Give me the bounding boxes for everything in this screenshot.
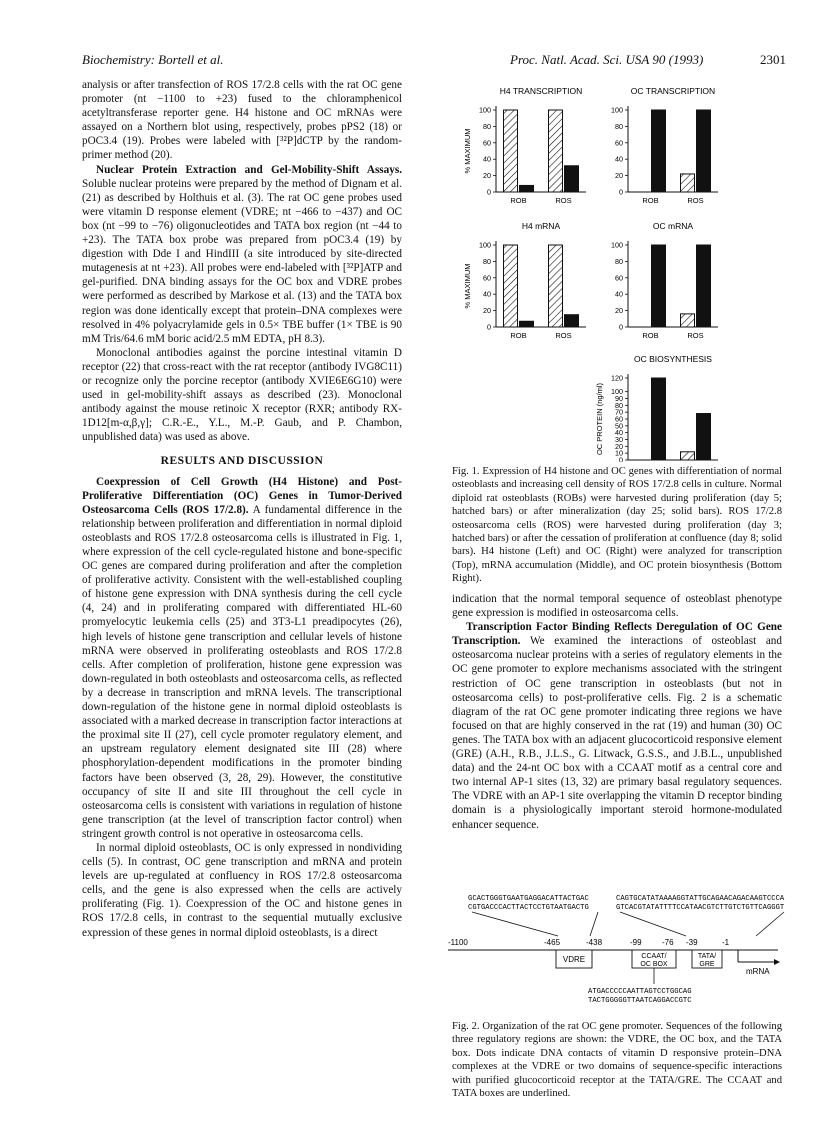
bar [504,245,518,327]
figure-1-caption-text: Expression of H4 histone and OC genes with differentiation of normal osteoblasts and increasing cell density of ROS 17/2.8 cells in culture. Normal diploid rat osteoblasts (ROBs) were harvested during proliferation (day 5; hatched bars) or after mineralization (day 25; solid bars). ROS 17/2.8 osteosarcoma cells (ROS) were harvested during proliferation (day 3; hatched bars) or after the cessation of proliferation at confluence (day 8; solid bars). H4 histone (Left) and OC (Right) were analyzed for transcription (Top), mRNA accumulation (Middle), and OC protein biosynthesis (Bottom Right). [452,466,783,585]
y-tick-label: 60 [483,273,491,283]
y-tick-label: 50 [615,421,623,431]
chart-title: OC BIOSYNTHESIS [634,354,712,364]
y-tick-label: 60 [615,273,623,283]
subsection-title-extraction: Nuclear Protein Extraction and Gel-Mobility-Shift Assays. [96,163,402,176]
x-tick-label: ROB [510,331,527,340]
y-tick-label: 80 [483,256,491,266]
bar [697,245,711,327]
page-number: 2301 [760,52,786,67]
results-paragraph-3: indication that the normal temporal sequence of osteoblast phenotype gene expression is modified in osteosarcoma cells. [452,593,782,620]
x-tick-label: ROB [642,196,659,205]
y-tick-label: 60 [615,414,623,424]
y-tick-label: 80 [615,121,623,131]
tata-sequence-bottom: GTCACGTATATTTTCCATAACGTCTTGTCTGTTCAGGGT [616,904,785,912]
methods-paragraph-2-text: Soluble nuclear proteins were prepared by the method of Dignam et al. (21) as described by Holthuis et al. (3). The rat OC gene probes used were vitamin D response element (VDRE; nt −466 to −437) and OC box (nt −99 to −76) oligonucleotides and TATA box region (nt −44 to +23). The TATA box probe was prepared from pOC3.4 (19) by digestion with Dde I and HindIII (a site introduced by site-directed mutagenesis at nt +23). All probes were end-labeled with [³²P]ATP and gel-purified. DNA binding assays for the OC box and VDRE probes were performed as described by Markose et al. (13) and the TATA box region was done identically except that protein–DNA complexes were resolved in 4% polyacrylamide gels in 0.5× TBE buffer (1× TBE is 90 mM Tris/64.6 mM boric acid/2.5 mM EDTA, pH 8.3). [82,177,402,345]
bar [681,314,695,327]
y-tick-label: 40 [483,289,491,299]
y-tick-label: 100 [611,240,623,250]
bar [681,452,695,460]
left-column [82,78,402,940]
position-label: -1100 [448,938,468,947]
y-tick-label: 60 [615,138,623,148]
y-tick-label: 120 [611,373,623,383]
y-tick-label: 80 [483,121,491,131]
figure-2-caption [452,1020,782,1100]
y-axis-label: OC PROTEIN (ng/ml) [595,382,604,456]
results-paragraph-2: In normal diploid osteoblasts, OC is only expressed in nondividing cells (5). In contrast, OC gene transcription and mRNA and protein levels are up-regulated at confluency in ROS 17/2.8 osteosarcoma cells, and the gene is also expressed when the cells are actively proliferating (Fig. 1). Coexpression of the OC and histone genes in ROS 17/2.8 cells, in contrast to the sequential mutually exclusive expression of these genes in normal diploid osteoblasts, is a direct [82,841,402,939]
chart-title: OC TRANSCRIPTION [630,86,716,96]
subsection-title-binding: Transcription Factor Binding Reflects Deregulation of OC Gene Transcription. [452,621,782,648]
right-column [452,592,782,832]
y-tick-label: 40 [615,289,623,299]
chart-title: OC mRNA [652,221,694,231]
y-tick-label: 10 [615,448,623,458]
box-ccaat: CCAAT/ [641,953,667,960]
figure-2-promoter-diagram [448,888,788,1016]
x-tick-label: ROS [555,331,572,340]
bar [520,321,534,327]
y-tick-label: 40 [615,154,623,164]
y-tick-label: 70 [615,407,623,417]
vdre-sequence-top: GCACTGGGTGAATGAGGACATTACTGAC [468,895,589,903]
y-axis-label: % MAXIMUM [463,263,472,309]
y-tick-label: 100 [479,105,491,115]
x-tick-label: ROB [510,196,527,205]
figure-1-charts [452,80,782,462]
tata-sequence-top: CAGTGCATATAAAAGGTATTGCAGAACAGACAAGTCCCA [616,895,785,903]
bar [504,110,518,192]
box-gre: GRE [699,961,715,968]
running-head-right: Proc. Natl. Acad. Sci. USA 90 (1993) [510,52,704,67]
bar [652,378,666,460]
box-vdre: VDRE [562,955,586,964]
y-tick-label: 0 [619,322,623,332]
position-label: -1 [722,938,730,947]
y-tick-label: 0 [619,455,623,462]
y-tick-label: 20 [483,306,491,316]
figure-2-label: Fig. 2. [452,1021,480,1032]
position-label: -39 [686,938,698,947]
methods-paragraph-3: Monoclonal antibodies against the porcine intestinal vitamin D receptor (22) that cross-react with the rat receptor (antibody IVG8C11) or recognize only the porcine receptor (antibody XVIE6E6G10) were used in gel-mobility-shift assays as described (23). Monoclonal antibody against the mouse retinoic X receptor (RXR; antibody RX-1D12[m-α,β,γ]; C.R.-E., Y.L., M.-P. Gaub, and P. Chambon, unpublished data) was used as above. [82,346,402,444]
y-tick-label: 20 [615,171,623,181]
box-tata: TATA/ [697,953,717,960]
chart-title: H4 mRNA [521,221,561,231]
bar [549,110,563,192]
section-heading: RESULTS AND DISCUSSION [160,455,324,468]
y-tick-label: 100 [479,240,491,250]
x-tick-label: ROS [687,331,704,340]
position-label: -438 [586,938,603,947]
bar [565,166,579,192]
bar [681,174,695,192]
results-paragraph-4-text: We examined the interactions of osteoblast and osteosarcoma nuclear proteins with a series of regulatory elements in the OC gene promoter to explore mechanisms associated with the stringent restriction of OC gene transcription in osteoblasts (but not in osteosarcoma cells) to post-proliferative cells. Fig. 2 is a schematic diagram of the rat OC gene promoter indicating three regions we have focused on that are highly conserved in the rat (19) and human (30) OC genes. The TATA box with an adjacent glucocorticoid responsive element (GRE) (A.H., R.B., J.L.S., G. Litwack, G.S.S., and J.B.L., unpublished data) and the 24-nt OC box with a CCAAT motif as a central core and two internal AP-1 sites (13, 32) are primary basal regulatory sequences. The VDRE with an AP-1 site overlapping the vitamin D receptor binding domain is a physiologically important steroid hormone-modulated enhancer sequence. [452,635,782,831]
results-paragraph-4 [452,620,782,831]
y-tick-label: 0 [619,187,623,197]
y-tick-label: 80 [615,400,623,410]
running-head-left: Biochemistry: Bortell et al. [82,52,224,67]
chart-title: H4 TRANSCRIPTION [499,86,583,96]
box-ocbox: OC BOX [640,961,668,968]
position-label: -76 [662,938,674,947]
ocbox-sequence-top: ATGACCCCCAATTAGTCCTGGCAG [588,988,692,996]
results-paragraph-1 [82,475,402,841]
y-tick-label: 20 [615,441,623,451]
position-label: -99 [630,938,642,947]
y-tick-label: 20 [483,171,491,181]
y-tick-label: 0 [487,322,491,332]
y-axis-label: % MAXIMUM [463,128,472,174]
y-tick-label: 40 [615,428,623,438]
y-tick-label: 30 [615,435,623,444]
results-paragraph-1-text: A fundamental difference in the relationship between proliferation and differentiation in normal diploid osteoblasts and ROS 17/2.8 osteosarcoma cells is illustrated in Fig. 1, where expression of the cell cycle-regulated histone and bone-specific OC genes are compared during proliferation and after the completion of proliferative activity. Consistent with the well-established coupling of histone gene expression with DNA synthesis during the cell cycle (4, 24) and in proliferating compared with differentiated HL-60 promyelocytic leukemia cells (25) and 3T3-L1 preadipocytes (26), high levels of histone gene transcription and cellular levels of histone mRNA were observed in proliferating osteoblasts and ROS 17/2.8 cells. After completion of proliferation, histone gene expression was down-regulated in both osteoblasts and osteosarcoma cells, as reflected by a decrease in transcription and mRNA levels. The transcriptional down-regulation of the histone gene in normal diploid osteoblasts is associated with a marked decrease in transcription factor interactions at the proximal site II (27), cell cycle promoter regulatory element, and an upstream regulatory element designated site III (28) where phosphorylation-dependent modifications in the promoter binding factors have been observed (3, 28, 29). However, the constitutive occupancy of site II and site III throughout the cell cycle in osteosarcoma cells is consistent with variations in regulation of histone gene transcription (at the level of transcription factor control) when stringent growth control is not operative in osteosarcoma cells. [82,503,402,840]
subsection-title-coexpression: Coexpression of Cell Growth (H4 Histone) and Post-Proliferative Differentiation (OC) Genes in Tumor-Derived Osteosarcoma Cells (ROS 17/2.8). [82,475,402,516]
y-tick-label: 80 [615,256,623,266]
x-tick-label: ROB [642,331,659,340]
y-tick-label: 40 [483,154,491,164]
methods-paragraph-2 [82,163,402,346]
bar [549,245,563,327]
y-tick-label: 100 [611,105,623,115]
methods-paragraph-1: analysis or after transfection of ROS 17/2.8 cells with the rat OC gene promoter (nt −1100 to +23) fused to the chloramphenicol acetyltransferase reporter gene. H4 histone and OC mRNAs were assayed on a Northern blot using, respectively, probes pPS2 (18) or pOC3.4 (19). Probes were labeled with [³²P]dCTP by the random-primer method (20). [82,79,402,162]
y-tick-label: 60 [483,138,491,148]
bar [520,185,534,192]
y-tick-label: 90 [615,394,623,403]
y-tick-label: 20 [615,306,623,316]
y-tick-label: 100 [611,387,623,397]
x-tick-label: ROS [555,196,572,205]
figure-1-label: Fig. 1. [452,466,480,477]
figure-1-caption [452,465,782,586]
bar [697,110,711,192]
bar [697,414,711,460]
bar [565,315,579,327]
vdre-sequence-bottom: CGTGACCCACTTACTCCTGTAATGACTG [468,904,589,912]
bar [652,245,666,327]
bar [652,110,666,192]
figure-2-caption-text: Organization of the rat OC gene promoter. Sequences of the following three regulatory regions are shown: the VDRE, the OC box, and the TATA box. Dots indicate DNA contacts of vitamin D responsive protein–DNA complexes at the VDRE or two domains of sequence-specific interactions with purified glucocorticoid receptor at the TATA/GRE. The CCAAT and TATA boxes are underlined. [452,1021,782,1100]
ocbox-sequence-bottom: TACTGGGGGTTAATCAGGACCGTC [588,997,692,1005]
y-tick-label: 0 [487,187,491,197]
x-tick-label: ROS [687,196,704,205]
position-label: -465 [544,938,561,947]
mrna-label: mRNA [746,967,770,976]
